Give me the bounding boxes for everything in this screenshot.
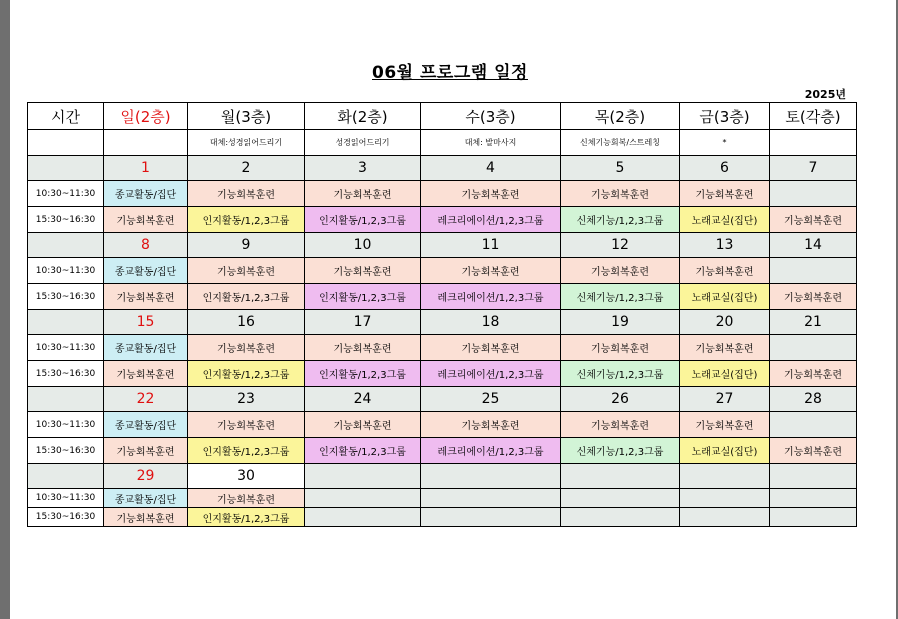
substitute-cell: 성경읽어드리기 bbox=[305, 130, 421, 156]
activity-cell: 기능회복훈련 bbox=[104, 508, 188, 527]
activity-cell: 기능회복훈련 bbox=[680, 258, 770, 284]
date-cell: 8 bbox=[104, 233, 188, 258]
date-cell bbox=[305, 464, 421, 489]
substitute-cell: 대체: 발마사지 bbox=[421, 130, 561, 156]
activity-cell: 기능회복훈련 bbox=[188, 489, 305, 508]
activity-cell bbox=[561, 508, 680, 527]
activity-cell: 기능회복훈련 bbox=[305, 181, 421, 207]
header-tue: 화(2층) bbox=[305, 103, 421, 130]
date-cell: 12 bbox=[561, 233, 680, 258]
schedule-table bbox=[27, 102, 857, 527]
date-cell: 19 bbox=[561, 310, 680, 335]
time-cell: 10:30~11:30 bbox=[28, 181, 104, 207]
morning-row bbox=[28, 258, 857, 284]
activity-cell: 기능회복훈련 bbox=[104, 361, 188, 387]
activity-cell: 기능회복훈련 bbox=[680, 181, 770, 207]
activity-cell: 레크리에이션/1,2,3그룹 bbox=[421, 438, 561, 464]
date-cell: 1 bbox=[104, 156, 188, 181]
activity-cell: 노래교실(집단) bbox=[680, 438, 770, 464]
morning-row bbox=[28, 181, 857, 207]
activity-cell bbox=[770, 508, 857, 527]
date-cell: 14 bbox=[770, 233, 857, 258]
activity-cell bbox=[680, 489, 770, 508]
activity-cell: 레크리에이션/1,2,3그룹 bbox=[421, 361, 561, 387]
activity-cell: 노래교실(집단) bbox=[680, 361, 770, 387]
date-cell: 9 bbox=[188, 233, 305, 258]
activity-cell: 레크리에이션/1,2,3그룹 bbox=[421, 207, 561, 233]
date-cell: 17 bbox=[305, 310, 421, 335]
activity-cell: 인지활동/1,2,3그룹 bbox=[188, 361, 305, 387]
activity-cell: 신체기능/1,2,3그룹 bbox=[561, 284, 680, 310]
activity-cell: 기능회복훈련 bbox=[680, 412, 770, 438]
activity-cell: 기능회복훈련 bbox=[188, 335, 305, 361]
date-row bbox=[28, 310, 857, 335]
time-cell: 10:30~11:30 bbox=[28, 412, 104, 438]
date-cell bbox=[28, 233, 104, 258]
date-cell: 21 bbox=[770, 310, 857, 335]
activity-cell: 신체기능/1,2,3그룹 bbox=[561, 361, 680, 387]
time-cell: 10:30~11:30 bbox=[28, 258, 104, 284]
activity-cell: 기능회복훈련 bbox=[770, 438, 857, 464]
activity-cell: 종교활동/집단 bbox=[104, 258, 188, 284]
header-row bbox=[28, 103, 857, 130]
activity-cell: 기능회복훈련 bbox=[305, 412, 421, 438]
date-cell: 23 bbox=[188, 387, 305, 412]
activity-cell: 기능회복훈련 bbox=[421, 335, 561, 361]
date-cell: 30 bbox=[188, 464, 305, 489]
schedule-page bbox=[10, 0, 896, 619]
activity-cell bbox=[770, 181, 857, 207]
activity-cell: 종교활동/집단 bbox=[104, 335, 188, 361]
time-cell: 15:30~16:30 bbox=[28, 284, 104, 310]
year-label: 2025년 bbox=[804, 88, 846, 101]
date-cell: 18 bbox=[421, 310, 561, 335]
activity-cell: 기능회복훈련 bbox=[188, 181, 305, 207]
activity-cell: 기능회복훈련 bbox=[104, 284, 188, 310]
activity-cell: 종교활동/집단 bbox=[104, 489, 188, 508]
activity-cell bbox=[680, 508, 770, 527]
date-cell: 20 bbox=[680, 310, 770, 335]
morning-row bbox=[28, 489, 857, 508]
page-title: 06월 프로그램 일정 bbox=[372, 63, 528, 83]
afternoon-row bbox=[28, 207, 857, 233]
date-cell bbox=[28, 310, 104, 335]
activity-cell: 기능회복훈련 bbox=[680, 335, 770, 361]
header-thu: 목(2층) bbox=[561, 103, 680, 130]
date-cell: 2 bbox=[188, 156, 305, 181]
activity-cell: 기능회복훈련 bbox=[561, 412, 680, 438]
activity-cell: 레크리에이션/1,2,3그룹 bbox=[421, 284, 561, 310]
activity-cell: 기능회복훈련 bbox=[188, 412, 305, 438]
activity-cell: 기능회복훈련 bbox=[421, 181, 561, 207]
activity-cell: 기능회복훈련 bbox=[561, 181, 680, 207]
afternoon-row bbox=[28, 438, 857, 464]
activity-cell: 기능회복훈련 bbox=[421, 258, 561, 284]
activity-cell: 인지활동/1,2,3그룹 bbox=[305, 284, 421, 310]
activity-cell bbox=[561, 489, 680, 508]
date-row bbox=[28, 156, 857, 181]
substitute-cell: * bbox=[680, 130, 770, 156]
activity-cell: 기능회복훈련 bbox=[104, 438, 188, 464]
header-wed: 수(3층) bbox=[421, 103, 561, 130]
afternoon-row bbox=[28, 284, 857, 310]
activity-cell: 종교활동/집단 bbox=[104, 412, 188, 438]
activity-cell: 기능회복훈련 bbox=[561, 335, 680, 361]
activity-cell: 인지활동/1,2,3그룹 bbox=[188, 438, 305, 464]
time-cell: 15:30~16:30 bbox=[28, 508, 104, 527]
activity-cell bbox=[770, 258, 857, 284]
substitute-cell: 대체:성경읽어드리기 bbox=[188, 130, 305, 156]
activity-cell: 종교활동/집단 bbox=[104, 181, 188, 207]
substitute-cell bbox=[28, 130, 104, 156]
activity-cell: 기능회복훈련 bbox=[188, 258, 305, 284]
header-sun: 일(2층) bbox=[104, 103, 188, 130]
date-cell: 4 bbox=[421, 156, 561, 181]
time-cell: 15:30~16:30 bbox=[28, 207, 104, 233]
activity-cell bbox=[305, 508, 421, 527]
morning-row bbox=[28, 335, 857, 361]
date-cell: 6 bbox=[680, 156, 770, 181]
afternoon-row bbox=[28, 361, 857, 387]
activity-cell: 기능회복훈련 bbox=[770, 361, 857, 387]
date-cell bbox=[28, 387, 104, 412]
date-cell bbox=[561, 464, 680, 489]
activity-cell: 기능회복훈련 bbox=[770, 207, 857, 233]
date-cell: 10 bbox=[305, 233, 421, 258]
substitute-cell bbox=[104, 130, 188, 156]
activity-cell bbox=[770, 489, 857, 508]
activity-cell: 인지활동/1,2,3그룹 bbox=[188, 284, 305, 310]
activity-cell: 신체기능/1,2,3그룹 bbox=[561, 438, 680, 464]
activity-cell bbox=[770, 412, 857, 438]
date-row bbox=[28, 233, 857, 258]
activity-cell: 노래교실(집단) bbox=[680, 284, 770, 310]
date-cell: 7 bbox=[770, 156, 857, 181]
header-fri: 금(3층) bbox=[680, 103, 770, 130]
date-cell bbox=[28, 156, 104, 181]
activity-cell: 기능회복훈련 bbox=[770, 284, 857, 310]
date-cell: 27 bbox=[680, 387, 770, 412]
activity-cell: 신체기능/1,2,3그룹 bbox=[561, 207, 680, 233]
activity-cell: 기능회복훈련 bbox=[104, 207, 188, 233]
date-row bbox=[28, 464, 857, 489]
date-cell bbox=[770, 464, 857, 489]
date-cell: 26 bbox=[561, 387, 680, 412]
date-cell: 28 bbox=[770, 387, 857, 412]
date-cell: 13 bbox=[680, 233, 770, 258]
activity-cell: 기능회복훈련 bbox=[421, 412, 561, 438]
activity-cell: 인지활동/1,2,3그룹 bbox=[188, 508, 305, 527]
date-cell: 22 bbox=[104, 387, 188, 412]
date-cell: 5 bbox=[561, 156, 680, 181]
afternoon-row bbox=[28, 508, 857, 527]
activity-cell: 노래교실(집단) bbox=[680, 207, 770, 233]
date-cell bbox=[28, 464, 104, 489]
activity-cell: 인지활동/1,2,3그룹 bbox=[305, 207, 421, 233]
date-cell: 3 bbox=[305, 156, 421, 181]
header-sat: 토(각층) bbox=[770, 103, 857, 130]
time-cell: 10:30~11:30 bbox=[28, 335, 104, 361]
header-time: 시간 bbox=[28, 103, 104, 130]
date-cell bbox=[421, 464, 561, 489]
activity-cell: 기능회복훈련 bbox=[305, 335, 421, 361]
date-cell: 15 bbox=[104, 310, 188, 335]
time-cell: 15:30~16:30 bbox=[28, 361, 104, 387]
time-cell: 15:30~16:30 bbox=[28, 438, 104, 464]
time-cell: 10:30~11:30 bbox=[28, 489, 104, 508]
activity-cell: 인지활동/1,2,3그룹 bbox=[305, 438, 421, 464]
substitute-row bbox=[28, 130, 857, 156]
substitute-cell: 신체기능회복/스트레칭 bbox=[561, 130, 680, 156]
activity-cell: 인지활동/1,2,3그룹 bbox=[305, 361, 421, 387]
substitute-cell bbox=[770, 130, 857, 156]
header-mon: 월(3층) bbox=[188, 103, 305, 130]
date-cell: 16 bbox=[188, 310, 305, 335]
date-cell: 24 bbox=[305, 387, 421, 412]
date-cell: 11 bbox=[421, 233, 561, 258]
activity-cell: 인지활동/1,2,3그룹 bbox=[188, 207, 305, 233]
activity-cell: 기능회복훈련 bbox=[305, 258, 421, 284]
activity-cell bbox=[421, 508, 561, 527]
morning-row bbox=[28, 412, 857, 438]
activity-cell bbox=[770, 335, 857, 361]
activity-cell bbox=[421, 489, 561, 508]
activity-cell bbox=[305, 489, 421, 508]
activity-cell: 기능회복훈련 bbox=[561, 258, 680, 284]
date-cell: 29 bbox=[104, 464, 188, 489]
date-cell: 25 bbox=[421, 387, 561, 412]
date-row bbox=[28, 387, 857, 412]
date-cell bbox=[680, 464, 770, 489]
